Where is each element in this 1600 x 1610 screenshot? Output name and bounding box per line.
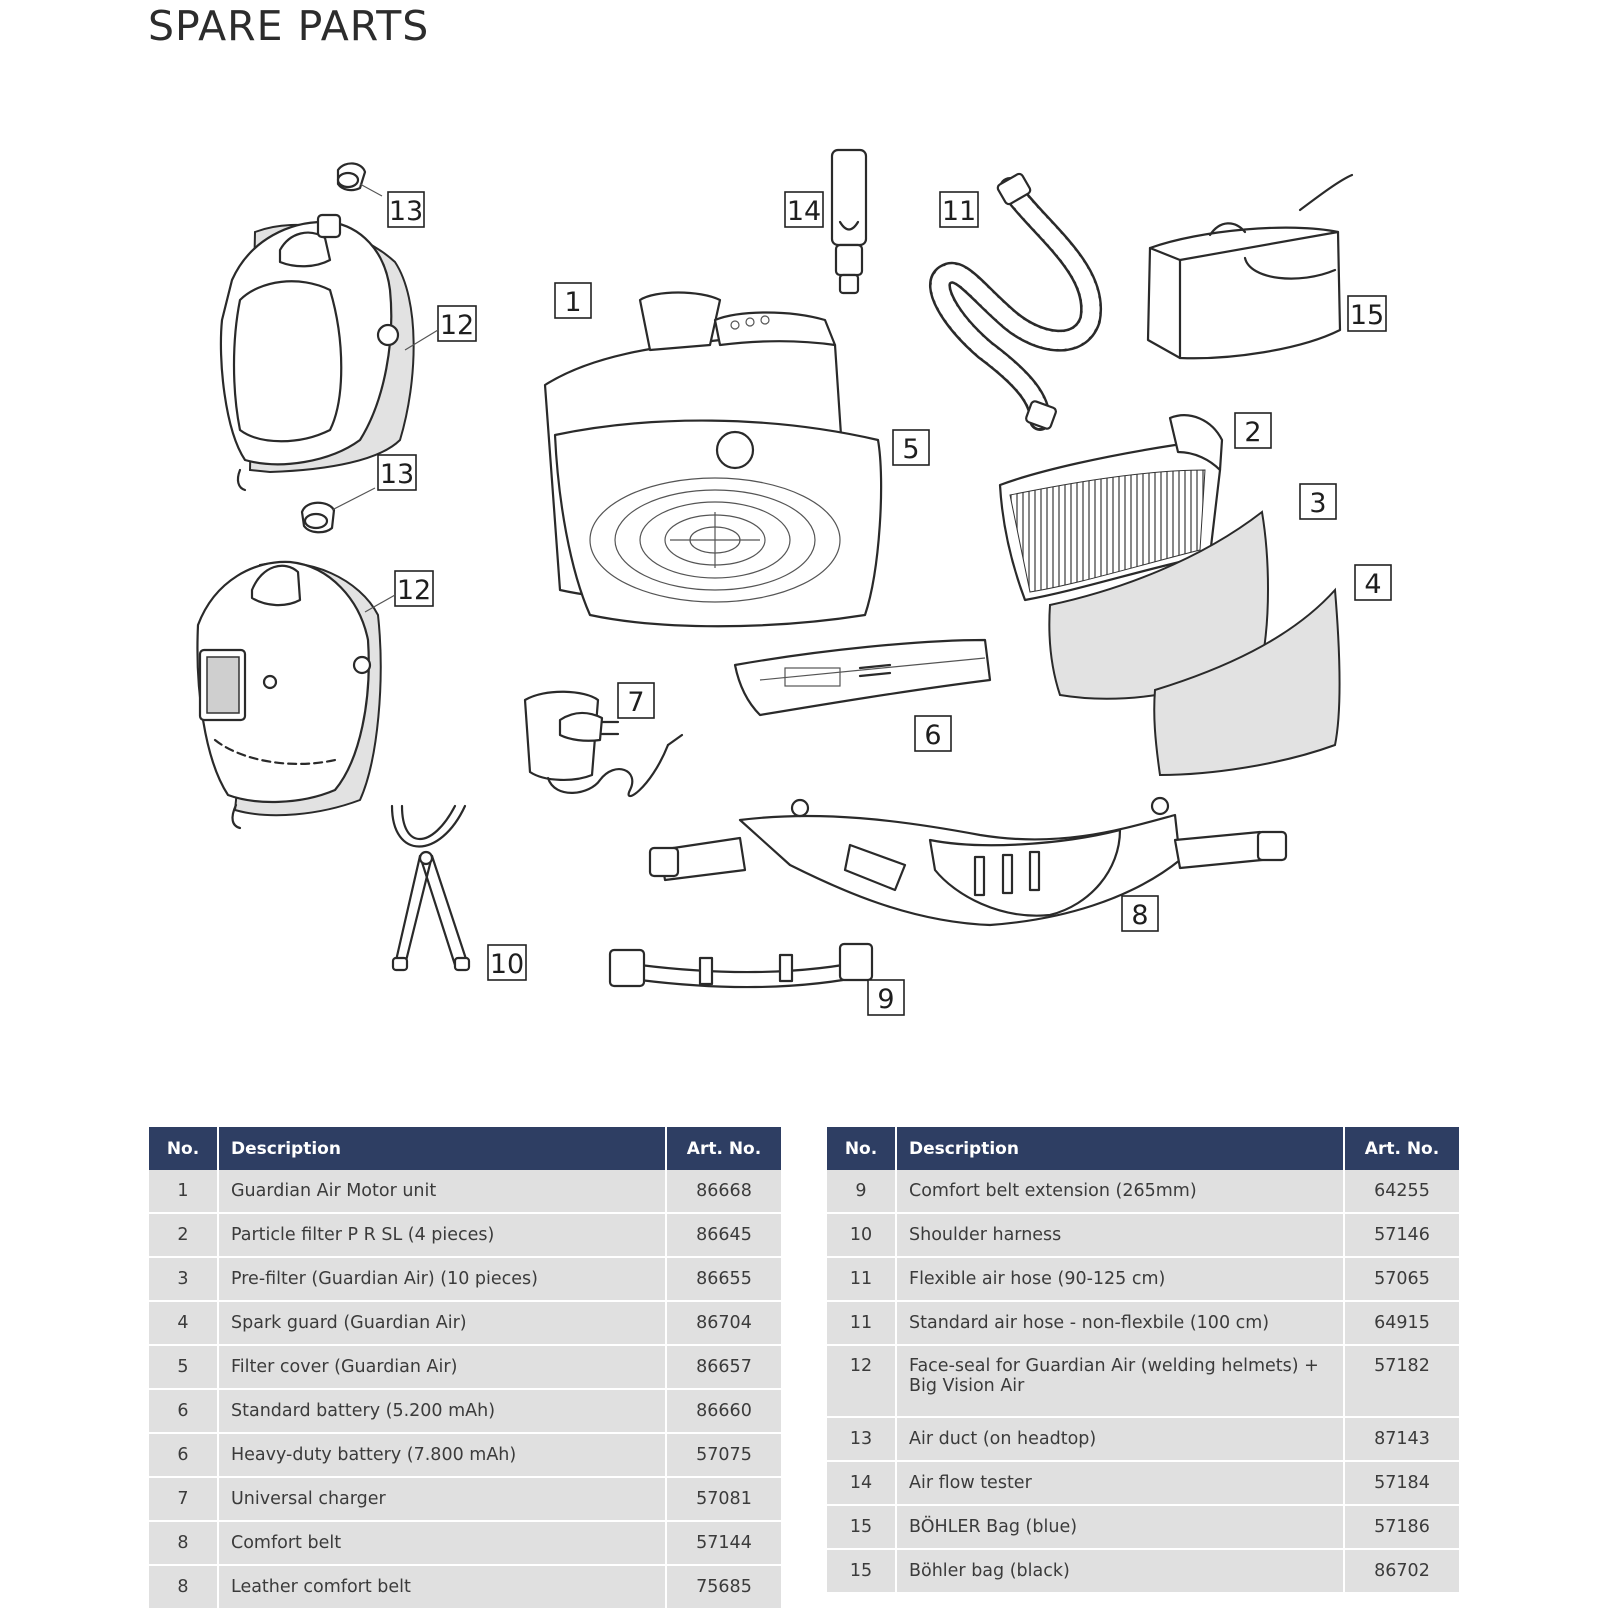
description-cell: Face-seal for Guardian Air (welding helmets) + Big Vision Air <box>896 1345 1344 1417</box>
part-number-cell: 11 <box>827 1257 896 1301</box>
welding-helmet-top-illustration <box>221 215 414 490</box>
callout-1 <box>555 283 591 318</box>
callout-12-top <box>405 306 476 350</box>
svg-text:13: 13 <box>379 459 415 490</box>
callout-15 <box>1348 296 1386 331</box>
page-title: SPARE PARTS <box>148 2 430 50</box>
description-cell: Shoulder harness <box>896 1213 1344 1257</box>
table-row <box>827 1505 1459 1549</box>
description-cell: Flexible air hose (90-125 cm) <box>896 1257 1344 1301</box>
column-header-description: Description <box>896 1127 1344 1170</box>
table-row <box>149 1213 781 1257</box>
part-number-cell: 7 <box>149 1477 218 1521</box>
parts-table-left <box>149 1127 781 1610</box>
table-row <box>149 1345 781 1389</box>
svg-text:4: 4 <box>1364 569 1382 600</box>
article-number-cell: 87143 <box>1344 1417 1459 1461</box>
svg-text:1: 1 <box>564 287 582 318</box>
universal-charger-illustration <box>525 692 682 796</box>
table-row <box>149 1257 781 1301</box>
article-number-cell: 86704 <box>666 1301 781 1345</box>
comfort-belt-illustration <box>650 798 1286 925</box>
callout-2 <box>1235 413 1271 448</box>
air-flow-tester-illustration <box>832 150 866 293</box>
article-number-cell: 86668 <box>666 1170 781 1213</box>
svg-text:5: 5 <box>902 434 920 465</box>
callout-9 <box>868 980 904 1015</box>
description-cell: Universal charger <box>218 1477 666 1521</box>
column-header-description: Description <box>218 1127 666 1170</box>
description-cell: Leather comfort belt <box>218 1565 666 1609</box>
air-duct-top-illustration <box>338 163 382 196</box>
article-number-cell: 57182 <box>1344 1345 1459 1417</box>
column-header-art-no: Art. No. <box>666 1127 781 1170</box>
part-number-cell: 4 <box>149 1301 218 1345</box>
part-number-cell: 12 <box>827 1345 896 1417</box>
column-header-no: No. <box>827 1127 896 1170</box>
belt-extension-illustration <box>610 944 872 987</box>
svg-text:13: 13 <box>388 196 424 227</box>
part-number-cell: 6 <box>149 1433 218 1477</box>
table-row <box>827 1213 1459 1257</box>
article-number-cell: 86660 <box>666 1389 781 1433</box>
part-number-cell: 10 <box>827 1213 896 1257</box>
parts-table-right <box>827 1127 1459 1594</box>
table-row <box>827 1461 1459 1505</box>
article-number-cell: 57065 <box>1344 1257 1459 1301</box>
callout-4 <box>1355 565 1391 600</box>
welding-helmet-front-illustration <box>197 562 380 828</box>
article-number-cell: 86655 <box>666 1257 781 1301</box>
table-row <box>827 1417 1459 1461</box>
description-cell: Pre-filter (Guardian Air) (10 pieces) <box>218 1257 666 1301</box>
part-number-cell: 8 <box>149 1521 218 1565</box>
table-row <box>827 1345 1459 1417</box>
table-row <box>149 1521 781 1565</box>
callout-10 <box>488 945 526 980</box>
description-cell: Air flow tester <box>896 1461 1344 1505</box>
part-number-cell: 6 <box>149 1389 218 1433</box>
table-row <box>827 1170 1459 1213</box>
description-cell: Guardian Air Motor unit <box>218 1170 666 1213</box>
svg-text:15: 15 <box>1349 300 1385 331</box>
callout-5 <box>893 430 929 465</box>
table-row <box>149 1565 781 1609</box>
table-row <box>827 1257 1459 1301</box>
part-number-cell: 15 <box>827 1549 896 1593</box>
article-number-cell: 86657 <box>666 1345 781 1389</box>
part-number-cell: 2 <box>149 1213 218 1257</box>
callout-13-middle <box>378 455 416 490</box>
part-number-cell: 5 <box>149 1345 218 1389</box>
callout-8 <box>1122 896 1158 931</box>
battery-illustration <box>735 640 990 715</box>
description-cell: Comfort belt <box>218 1521 666 1565</box>
part-number-cell: 13 <box>827 1417 896 1461</box>
column-header-no: No. <box>149 1127 218 1170</box>
shoulder-harness-illustration <box>392 806 469 970</box>
table-row <box>149 1433 781 1477</box>
article-number-cell: 57081 <box>666 1477 781 1521</box>
part-number-cell: 15 <box>827 1505 896 1549</box>
table-row <box>149 1170 781 1213</box>
callout-7 <box>618 683 654 718</box>
svg-text:14: 14 <box>786 196 822 227</box>
bohler-bag-illustration <box>1148 175 1352 358</box>
description-cell: Spark guard (Guardian Air) <box>218 1301 666 1345</box>
table-row <box>149 1389 781 1433</box>
table-row <box>149 1477 781 1521</box>
description-cell: Particle filter P R SL (4 pieces) <box>218 1213 666 1257</box>
article-number-cell: 57144 <box>666 1521 781 1565</box>
part-number-cell: 9 <box>827 1170 896 1213</box>
part-number-cell: 11 <box>827 1301 896 1345</box>
description-cell: Standard battery (5.200 mAh) <box>218 1389 666 1433</box>
description-cell: BÖHLER Bag (blue) <box>896 1505 1344 1549</box>
part-number-cell: 14 <box>827 1461 896 1505</box>
column-header-art-no: Art. No. <box>1344 1127 1459 1170</box>
table-row <box>827 1301 1459 1345</box>
description-cell: Heavy-duty battery (7.800 mAh) <box>218 1433 666 1477</box>
callout-13-top <box>388 192 424 227</box>
description-cell: Air duct (on headtop) <box>896 1417 1344 1461</box>
filter-cover-illustration <box>555 421 881 627</box>
svg-text:6: 6 <box>924 720 942 751</box>
article-number-cell: 57075 <box>666 1433 781 1477</box>
svg-text:11: 11 <box>941 196 977 227</box>
callout-11 <box>940 192 978 227</box>
callout-14 <box>785 192 823 227</box>
svg-text:3: 3 <box>1309 488 1327 519</box>
svg-text:8: 8 <box>1131 900 1149 931</box>
part-number-cell: 1 <box>149 1170 218 1213</box>
part-number-cell: 8 <box>149 1565 218 1609</box>
svg-text:2: 2 <box>1244 417 1262 448</box>
description-cell: Böhler bag (black) <box>896 1549 1344 1593</box>
article-number-cell: 57186 <box>1344 1505 1459 1549</box>
article-number-cell: 57146 <box>1344 1213 1459 1257</box>
svg-text:10: 10 <box>489 949 525 980</box>
svg-text:12: 12 <box>396 575 432 606</box>
article-number-cell: 64255 <box>1344 1170 1459 1213</box>
svg-text:12: 12 <box>439 310 475 341</box>
description-cell: Standard air hose - non-flexbile (100 cm) <box>896 1301 1344 1345</box>
article-number-cell: 86645 <box>666 1213 781 1257</box>
table-row <box>149 1301 781 1345</box>
svg-text:7: 7 <box>627 687 645 718</box>
svg-text:9: 9 <box>877 984 895 1015</box>
table-row <box>827 1549 1459 1593</box>
description-cell: Comfort belt extension (265mm) <box>896 1170 1344 1213</box>
callout-12-middle <box>365 571 433 612</box>
air-duct-middle-illustration <box>302 488 375 532</box>
article-number-cell: 86702 <box>1344 1549 1459 1593</box>
article-number-cell: 75685 <box>666 1565 781 1609</box>
article-number-cell: 57184 <box>1344 1461 1459 1505</box>
part-number-cell: 3 <box>149 1257 218 1301</box>
description-cell: Filter cover (Guardian Air) <box>218 1345 666 1389</box>
callout-6 <box>915 716 951 751</box>
article-number-cell: 64915 <box>1344 1301 1459 1345</box>
callout-3 <box>1300 484 1336 519</box>
